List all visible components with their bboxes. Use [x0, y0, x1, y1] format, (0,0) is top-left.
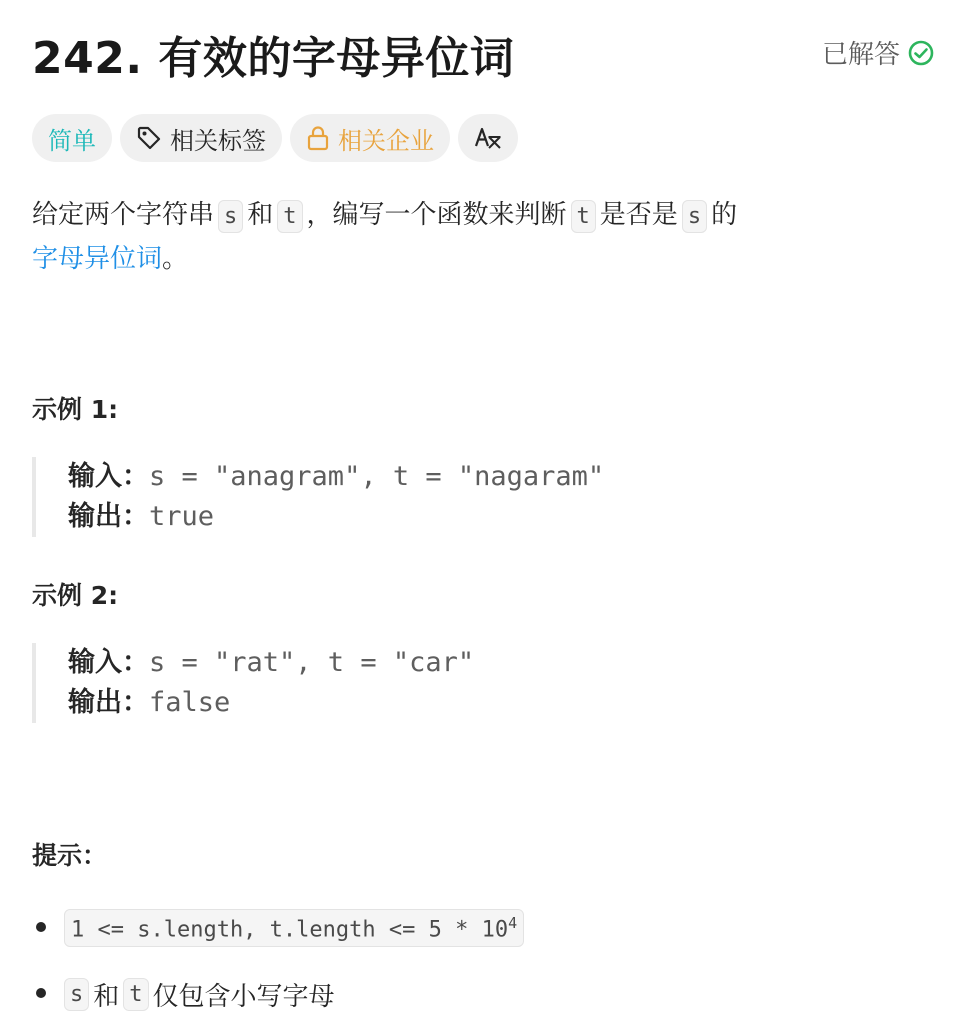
- statement-text: 的: [711, 200, 738, 230]
- problem-statement: [32, 194, 932, 280]
- inline-code: s: [218, 200, 243, 233]
- inline-code: s: [682, 200, 707, 233]
- inline-code: s: [64, 978, 89, 1011]
- statement-text: 是否是: [599, 200, 678, 230]
- example-block: [32, 643, 948, 723]
- statement-text: 。: [162, 244, 189, 274]
- solved-status[interactable]: [822, 34, 934, 71]
- input-label: 输入：: [68, 647, 149, 678]
- example-heading: 示例 2:: [32, 581, 119, 610]
- output-value: false: [149, 687, 231, 718]
- inline-code: t: [571, 200, 596, 233]
- inline-code: t: [277, 200, 302, 233]
- related-companies-label: 相关企业: [338, 126, 434, 155]
- lock-icon: [306, 125, 330, 151]
- example-input-line: [68, 643, 948, 683]
- example-output-line: [68, 683, 948, 723]
- example-block: [32, 457, 948, 537]
- constraint-item: [32, 900, 932, 956]
- exponent: 4: [508, 913, 518, 932]
- example-heading: 示例 1:: [32, 395, 119, 424]
- constraints-list: [32, 900, 932, 1032]
- constraint-text: 仅包含小写字母: [152, 981, 335, 1012]
- inline-code: t: [123, 978, 148, 1011]
- example-input-line: [68, 457, 948, 497]
- translate-icon: [474, 124, 502, 152]
- bullet-icon: [36, 988, 46, 998]
- problem-title: 242. 有效的字母异位词: [32, 33, 515, 84]
- output-label: 输出：: [68, 501, 149, 532]
- problem-header: [32, 22, 934, 82]
- constraint-item: [32, 966, 932, 1022]
- related-tags-label: 相关标签: [170, 126, 266, 155]
- output-value: true: [149, 501, 215, 532]
- input-value: s = "rat", t = "car": [149, 647, 475, 678]
- bullet-icon: [36, 922, 46, 932]
- related-companies-button[interactable]: [290, 114, 450, 162]
- statement-text: 给定两个字符串: [32, 200, 215, 230]
- input-value: s = "anagram", t = "nagaram": [149, 461, 605, 492]
- tag-icon: [136, 125, 162, 151]
- difficulty-badge[interactable]: [32, 114, 112, 162]
- related-tags-button[interactable]: [120, 114, 282, 162]
- constraint-text: 和: [93, 981, 120, 1012]
- translate-button[interactable]: [458, 114, 518, 162]
- statement-text: ，编写一个函数来判断: [306, 200, 567, 230]
- anagram-link[interactable]: 字母异位词: [32, 244, 163, 274]
- solved-label: 已解答: [821, 40, 900, 70]
- statement-text: 和: [247, 200, 274, 230]
- tag-bar: [32, 114, 518, 162]
- check-circle-icon: [908, 40, 934, 66]
- constraints-heading: 提示：: [32, 841, 108, 870]
- input-label: 输入：: [68, 461, 149, 492]
- output-label: 输出：: [68, 687, 149, 718]
- difficulty-label: 简单: [48, 126, 96, 155]
- example-output-line: [68, 497, 948, 537]
- constraint-code: [64, 909, 524, 947]
- constraint-code-text: 1 <= s.length, t.length <= 5 * 10: [71, 917, 509, 943]
